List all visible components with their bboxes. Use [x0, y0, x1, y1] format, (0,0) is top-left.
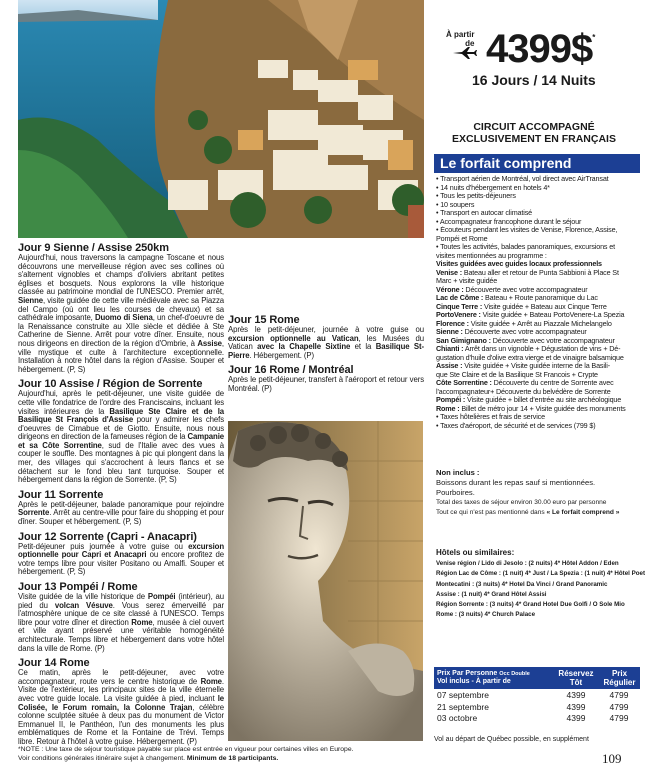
non-inclus-line: Pourboires.	[436, 488, 475, 497]
day16-text: Après le petit-déjeuner, transfert à l'aéroport et retour vers Montréal. (P)	[228, 375, 424, 393]
forfait-item: PortoVenere : Visite guidée + Bateau PortoVenere-La Spezia	[436, 311, 625, 319]
day14-text-1: Ce matin, après le petit-déjeuner, avec votre accompagnateur, route vers le centre historique de	[18, 668, 224, 686]
forfait-item: • Transport aérien de Montréal, vol direct avec AirTransat	[436, 175, 609, 183]
day10-text	[18, 390, 224, 485]
price-table-header	[434, 667, 640, 689]
forfait-item: Venise : Bateau aller et retour de Punta Sabbioni à Place St	[436, 268, 619, 277]
day11-text-2: . Arrêt au centre-ville pour faire du shopping et pour dîner. Souper et hébergement. (P, S)	[18, 508, 224, 527]
day13-text-2: (intérieur), au pied du	[18, 592, 225, 610]
header-col1-sub: Occ Double	[499, 671, 530, 677]
day14-bold-1: Rome	[200, 676, 222, 686]
day12-text-1: Petit-déjeuner puis journée à votre guise ou	[18, 541, 189, 551]
forfait-item: Cinque Terre : Visite guidée + Bateau aux Cinque Terre	[436, 302, 607, 311]
row-early: 4399	[566, 690, 586, 700]
day14-bold-2: le Colisée, le Forum romain, la Colonne Trajan	[18, 693, 224, 712]
day15-text-4: . Hébergement. (P)	[249, 350, 315, 360]
forfait-item: Sienne : Découverte avec votre accompagnateur	[436, 328, 587, 336]
table-row	[434, 690, 640, 702]
statue-illustration	[228, 421, 423, 741]
forfait-item: Côte Sorrentine : Découverte du centre de Sorrente avec	[436, 379, 614, 387]
depart-note: Vol au départ de Québec possible, en supplément	[434, 736, 589, 743]
forfait-item: • Transport en autocar climatisé	[436, 209, 532, 217]
forfait-item: San Gimignano : Découverte avec votre accompagnateur	[436, 336, 615, 345]
non-inclus-line: Tout ce qui n'est pas mentionné dans « Le forfait comprend »	[436, 509, 620, 516]
forfait-item: Florence : Visite guidée + Arrêt au Piazzale Michelangelo	[436, 319, 612, 328]
forfait-item: que Ste Claire et de la Basilique St Francois + Crypte	[436, 370, 598, 379]
row-early: 4399	[566, 701, 586, 712]
david-statue-photo	[228, 421, 423, 741]
day9-bold-3: Assise	[197, 338, 222, 348]
header-col3-line2: Régulier	[603, 678, 636, 687]
day13-bold-3: Rome	[131, 617, 153, 627]
itinerary-column-1	[18, 242, 224, 751]
day12-bold-1: excursion optionnelle pour Capri et Anacapri	[18, 541, 224, 560]
forfait-header: Le forfait comprend	[434, 154, 640, 173]
price-block	[428, 0, 640, 150]
day9-text-4: , ville mystique et culte à l'architecture exceptionnelle. Installation à notre hôtel dans la région d'Assise. Souper et hébergement. (P, S)	[18, 338, 224, 374]
day15-text-3: et la	[350, 342, 376, 352]
day15-text-1: Après le petit-déjeuner, journée à votre guise ou	[228, 325, 424, 334]
forfait-item: gustation d'huile d'olive extra vierge et de vinaigre balsamique	[436, 353, 624, 362]
day15-title: Jour 15 Rome	[228, 314, 300, 326]
row-regular: 4799	[609, 701, 629, 712]
forfait-item: • 10 soupers	[436, 200, 475, 209]
forfait-item: Chianti : Arrêt dans un vignoble + Dégustation de vins + Dé-	[436, 345, 621, 353]
header-col1	[437, 670, 553, 686]
table-row	[434, 713, 640, 725]
circuit-label	[428, 121, 640, 145]
day13-title: Jour 13 Pompéi / Rome	[18, 581, 138, 593]
day13-bold-1: Pompéi	[147, 592, 176, 601]
header-col2-line2: Tôt	[569, 678, 583, 687]
airplane-icon	[452, 46, 478, 60]
forfait-item: Pompéi et Rome	[436, 234, 488, 243]
forfait-item: • 14 nuits d'hébergement en hotels 4*	[436, 183, 550, 192]
forfait-item: • Taxes d'aéroport, de sécurité et de services (799 $)	[436, 421, 596, 430]
day15-bold-1: excursion optionnelle au Vatican	[228, 333, 359, 343]
footer-note	[18, 746, 438, 763]
row-date: 03 octobre	[437, 713, 478, 723]
day14-text-2: . Visite de l'extérieur, les principaux sites de la ville éternelle avec votre guide locale. La visite guidée à pied, incluant	[18, 676, 224, 703]
non-inclus-line: Total des taxes de séjour environ 30.00 euro par personne	[436, 499, 607, 506]
day9-title: Jour 9 Sienne / Assise 250km	[18, 242, 169, 254]
row-regular: 4799	[609, 713, 629, 723]
forfait-item: Pompéi : Visite guidée + billet d'entrée au site archéologique	[436, 396, 622, 404]
day14-title: Jour 14 Rome	[18, 657, 90, 670]
hotel-line: Montecatini : (3 nuits) 4* Hotel Da Vinci / Grand Panoramic	[436, 580, 608, 588]
day10-bold-2: Campanie et sa Côte Sorrentine	[18, 432, 224, 450]
day11-bold-1: Sorrente	[18, 508, 50, 518]
forfait-item: Lac de Côme : Bateau + Route panoramique du Lac	[436, 294, 598, 302]
day13-text	[18, 593, 224, 653]
circuit-line1: CIRCUIT ACCOMPAGNÉ	[473, 121, 595, 133]
header-col3-line1: Prix	[611, 669, 628, 678]
day14-text-3: , célèbre colonne sculptée située à deux pas du monument de Victor Emmanuel II, le Panthéon, l'un des monuments les plus emblématiques de Rome et la Fontaine de Trévi. Temps libre. Retour à l'hôtel à votre guise. Hébergement. (P)	[18, 702, 224, 746]
day14-text-start	[18, 669, 224, 746]
row-date: 07 septembre	[437, 690, 489, 700]
forfait-item: Rome : Billet de métro jour 14 + Visite guidée des monuments	[436, 404, 626, 413]
day13-bold-2: volcan Vésuve	[54, 600, 113, 610]
header-col3	[599, 669, 640, 687]
forfait-item: • Écouteurs pendant les visites de Venise, Florence, Assise,	[436, 226, 618, 234]
day12-text	[18, 543, 224, 577]
day15-text-2: , les Musées du Vatican	[228, 333, 424, 352]
day12-title: Jour 12 Sorrente (Capri - Anacapri)	[18, 530, 197, 543]
row-date: 21 septembre	[437, 701, 489, 712]
day10-title: Jour 10 Assise / Région de Sorrente	[18, 378, 203, 391]
forfait-item: Assise : Visite guidée + Visite guidée interne de la Basili-	[436, 362, 610, 370]
day15-bold-2: avec la Chapelle Sixtine	[257, 342, 351, 352]
header-col1-line1: Prix Par Personne	[437, 670, 498, 677]
table-row	[434, 702, 640, 714]
hotels-title: Hôtels ou similaires:	[436, 548, 515, 557]
header-col2-line1: Réservez	[558, 669, 594, 678]
day13-text-3: . Vous serez émerveillé par l'atmosphère unique de ce site classé à l'UNESCO. Temps libre pour votre dîner et direction	[18, 600, 225, 627]
forfait-list	[436, 175, 640, 430]
day12-text-2: ou encore profitez de votre temps libre pour visiter Positano ou Amalfi. Souper et hébergement. (P, S)	[18, 550, 225, 577]
coastline-photo	[18, 0, 424, 238]
forfait-item: • Toutes les activités, balades panoramiques, excursions et	[436, 243, 615, 251]
non-inclus-section	[436, 468, 640, 518]
apartir-line2: de	[465, 39, 475, 48]
footer-note-line1: *NOTE : Une taxe de séjour touristique payable sur place est entrée en vigueur pour certaines villes en Europe.	[18, 746, 354, 753]
hotels-section	[436, 548, 646, 620]
day15-text	[228, 326, 424, 360]
apartir-line1: À partir	[446, 30, 475, 39]
price-amount: 4399$	[486, 27, 593, 71]
itinerary-column-2	[228, 242, 424, 398]
forfait-item: visites mentionnées au programme :	[436, 251, 547, 260]
day15-bold-3: Basilique St-Pierre	[228, 342, 424, 360]
hotel-line: Région Sorrente : (3 nuits) 4* Grand Hotel Due Golfi / O Sole Mio	[436, 601, 625, 609]
footer-note-line2: Voir conditions générales itinéraire sujet à changement.	[18, 754, 187, 762]
forfait-item: Visites guidées avec guides locaux professionnels	[436, 260, 602, 268]
coastline-illustration	[18, 0, 424, 238]
non-inclus-title: Non inclus :	[436, 468, 480, 477]
forfait-item: Vérone : Découverte avec votre accompagnateur	[436, 285, 588, 294]
header-col2	[553, 669, 599, 687]
hotel-line: Venise région / Lido di Jesolo : (2 nuits) 4* Hôtel Addon / Eden	[436, 560, 619, 568]
row-regular: 4799	[609, 690, 629, 700]
hotels-lines	[436, 559, 646, 620]
duration-label: 16 Jours / 14 Nuits	[472, 72, 596, 88]
day11-text-1: Après le petit-déjeuner, balade panoramique pour rejoindre	[18, 499, 224, 509]
price-table-rows	[434, 690, 640, 725]
non-inclus-lines	[436, 478, 640, 518]
day9-bold-2: Duomo di Siena	[94, 313, 153, 323]
hotel-line: Région Lac de Côme : (1 nuit) 4* Just / La Spezia : (1 nuit) 4* Hôtel Poet	[436, 570, 646, 578]
footer-note-line2-wrap	[18, 755, 438, 764]
day9-bold-1: Sienne	[18, 295, 43, 305]
day13-text-1: Visite guidée de la ville historique de	[18, 592, 148, 601]
day9-text-3: , un chef-d'oeuvre de la Renaissance construite au XIIe siècle et dédiée à Ste Catherine de Sienne. Arrêt pour votre dîner. Ensuite, nous nous dirigeons en direction de la région d'Ombrie, à	[18, 313, 224, 348]
day13-text-4: , musée à ciel ouvert et ville ayant préservé une véritable homogénéité architecturale. Temps libre et hébergement dans votre hôtel dans la ville de Rome. (P)	[18, 617, 224, 653]
hotel-line: Assise : (1 nuit) 4* Grand Hôtel Assisi	[436, 590, 547, 598]
day10-text-3: , sud de l'Italie avec des vues à couper le souffle. Des montagnes à pic qui plongent dans la mer, des villages qui s'accrochent à leurs flancs et se détachent sur le fond bleu tant turquoise. Souper et hébergement dans la région de Sorrente. (P, S)	[18, 440, 224, 485]
page-number: 109	[602, 751, 622, 766]
forfait-item: • Tous les petits-déjeuners	[436, 192, 516, 200]
day11-text	[18, 501, 224, 527]
footer-note-bold: Minimum de 18 participants.	[186, 754, 279, 762]
forfait-item: l'accompagnateur+ Découverte du belvédère de Sorrente	[436, 387, 611, 396]
header-col1-line2: Vol inclus - À partir de	[437, 678, 511, 685]
forfait-item: Marc + visite guidée	[436, 277, 498, 285]
hotel-line: Rome : (3 nuits) 4* Church Palace	[436, 611, 536, 619]
circuit-line2: EXCLUSIVEMENT EN FRANÇAIS	[452, 133, 616, 145]
non-inclus-line: Boissons durant les repas sauf si mentionnées.	[436, 478, 596, 487]
day16-title: Jour 16 Rome / Montréal	[228, 364, 354, 377]
day9-text-1: Aujourd'hui, nous traversons la campagne Toscane et nous découvrons une merveilleuse région avec ses collines où s'alternent vignobles et champs d'oliviers abritant petites églises et bosquets. Nous explorons la ville historique classée au patrimoine mondial de l'UNESCO. Premier arrêt,	[18, 253, 224, 297]
row-early: 4399	[566, 713, 586, 723]
day11-title: Jour 11 Sorrente	[18, 488, 104, 501]
day9-text	[18, 254, 224, 374]
day9-text-2: , visite guidée de cette ville médiévale avec sa Piazza del Campo (où ont lieu les courses de chevaux) et sa cathédrale imposante,	[18, 295, 224, 323]
forfait-item: • Taxes hôtelières et frais de service	[436, 413, 545, 421]
day10-text-2: pour y admirer les chefs d'oeuvres de Cimabue et de Giotto. Ensuite, nous nous dirigeons en direction de la fameuses région de la	[18, 415, 224, 442]
day10-bold-1: Basilique Ste Claire et de la Basilique St François d'Assise	[18, 406, 224, 425]
day10-text-1: Aujourd'hui, après le petit-déjeuner, une visite guidée de cette ville fondatrice de l'ordre des Franciscains, incluant les visites intérieures de la	[18, 389, 224, 416]
forfait-item: • Accompagnateur francophone durant le séjour	[436, 217, 582, 226]
price-asterisk: *	[592, 33, 595, 42]
price-value	[486, 27, 594, 72]
